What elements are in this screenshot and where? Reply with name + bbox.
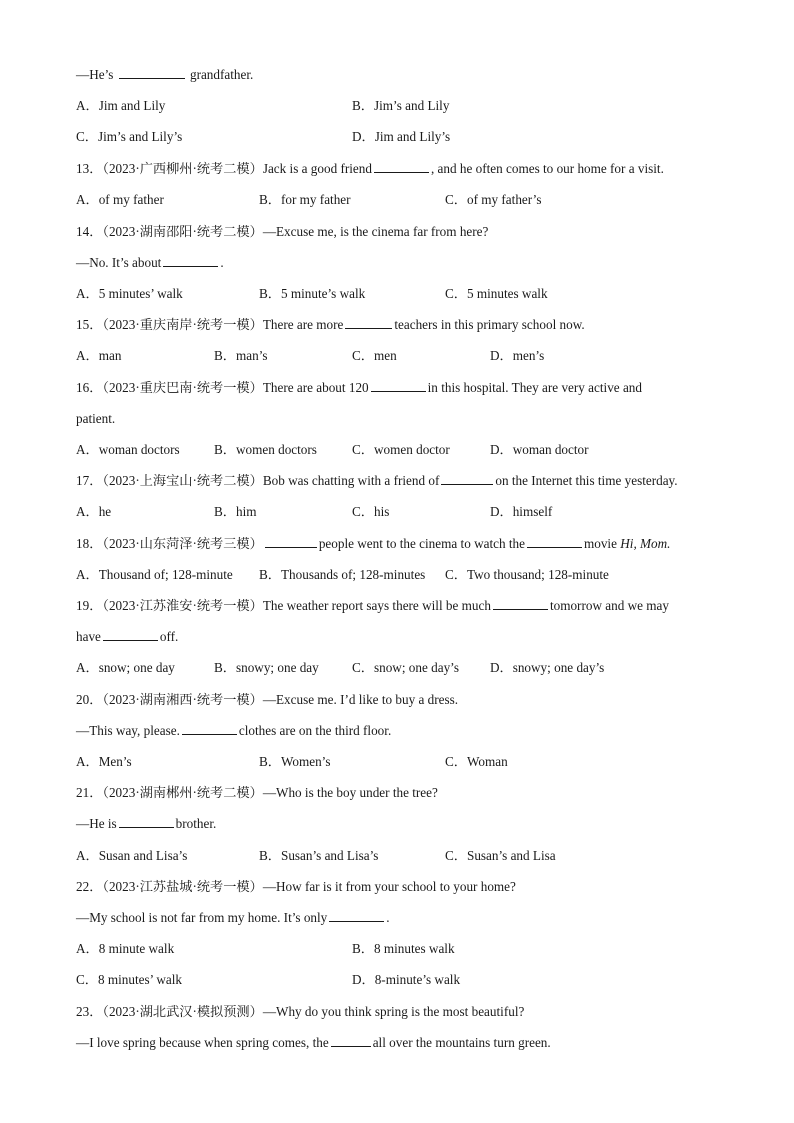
option-a[interactable]: A．woman doctors xyxy=(76,442,180,457)
option-a[interactable]: A．8 minute walk xyxy=(76,941,175,956)
q23-reply xyxy=(76,1033,551,1053)
question-text: —He is xyxy=(76,816,117,831)
q18-stem xyxy=(76,534,670,554)
q17-stem xyxy=(76,471,678,491)
question-number: 20． xyxy=(76,692,103,707)
question-text: . xyxy=(386,910,390,925)
question-text: Bob was chatting with a friend of xyxy=(262,473,440,488)
question-number: 19． xyxy=(76,598,103,613)
option-c[interactable]: C．men xyxy=(352,348,397,363)
option-c[interactable]: C．his xyxy=(352,504,390,519)
option-d[interactable]: D．snowy; one day’s xyxy=(490,660,605,675)
answer-blank[interactable] xyxy=(182,721,237,735)
question-source: （2023·湖南邵阳·统考二模） xyxy=(102,224,263,239)
q23-stem xyxy=(76,1002,524,1022)
q20-reply xyxy=(76,721,391,741)
question-number: 15． xyxy=(76,317,103,332)
option-a[interactable]: A．Men’s xyxy=(76,754,132,769)
option-c[interactable]: C．of my father’s xyxy=(445,192,542,207)
question-text: people went to the cinema to watch the xyxy=(318,536,525,551)
question-text: patient. xyxy=(76,411,116,426)
option-a[interactable]: A．5 minutes’ walk xyxy=(76,286,183,301)
option-a[interactable]: A．he xyxy=(76,504,112,519)
q15-stem xyxy=(76,315,585,335)
option-c[interactable]: C．5 minutes walk xyxy=(445,286,548,301)
q12-stem-text: —He’s xyxy=(76,67,114,82)
answer-blank[interactable] xyxy=(374,159,429,173)
question-text: The weather report says there will be much xyxy=(262,598,491,613)
question-number: 22． xyxy=(76,879,103,894)
question-text: . xyxy=(220,255,224,270)
option-d[interactable]: D．8-minute’s walk xyxy=(352,972,461,987)
q13-stem xyxy=(76,159,664,179)
option-c[interactable]: C．Susan’s and Lisa xyxy=(445,848,556,863)
question-source: （2023·湖南郴州·统考二模） xyxy=(102,785,263,800)
movie-title: Hi, Mom. xyxy=(620,536,671,551)
option-b[interactable]: B．8 minutes walk xyxy=(352,941,455,956)
option-b[interactable]: B．for my father xyxy=(259,192,351,207)
option-b[interactable]: B．5 minute’s walk xyxy=(259,286,366,301)
option-a[interactable]: A．snow; one day xyxy=(76,660,175,675)
question-text: all over the mountains turn green. xyxy=(372,1035,551,1050)
question-number: 23． xyxy=(76,1004,103,1019)
question-text: There are more xyxy=(262,317,344,332)
option-c[interactable]: C．snow; one day’s xyxy=(352,660,459,675)
option-c[interactable]: C．women doctor xyxy=(352,442,450,457)
question-text: movie xyxy=(583,536,617,551)
option-b[interactable]: B．Thousands of; 128-minutes xyxy=(259,567,426,582)
option-c[interactable]: C．Woman xyxy=(445,754,508,769)
q20-stem xyxy=(76,690,458,710)
question-text: teachers in this primary school now. xyxy=(394,317,585,332)
answer-blank[interactable] xyxy=(331,1033,371,1047)
question-text: off. xyxy=(159,629,179,644)
option-b[interactable]: B．women doctors xyxy=(214,442,317,457)
q22-stem xyxy=(76,877,516,897)
option-c[interactable]: C．8 minutes’ walk xyxy=(76,972,182,987)
q14-reply xyxy=(76,253,224,273)
question-text: —Excuse me. I’d like to buy a dress. xyxy=(262,692,459,707)
question-text: There are about 120 xyxy=(262,380,369,395)
answer-blank[interactable] xyxy=(163,253,218,267)
answer-blank[interactable] xyxy=(103,627,158,641)
question-text: —Excuse me, is the cinema far from here? xyxy=(262,224,489,239)
question-text: —My school is not far from my home. It’s only xyxy=(76,910,328,925)
question-number: 18． xyxy=(76,536,103,551)
question-text: —Why do you think spring is the most beautiful? xyxy=(262,1004,525,1019)
answer-blank[interactable] xyxy=(119,65,185,79)
option-b[interactable]: B．Women’s xyxy=(259,754,331,769)
option-a[interactable]: A．Jim and Lily xyxy=(76,98,166,113)
q16-stem-cont xyxy=(76,409,115,429)
question-source: （2023·山东菏泽·统考三模） xyxy=(102,536,263,551)
question-source: （2023·江苏盐城·统考一模） xyxy=(102,879,263,894)
question-number: 21． xyxy=(76,785,103,800)
option-d[interactable]: D．woman doctor xyxy=(490,442,589,457)
question-text: on the Internet this time yesterday. xyxy=(495,473,678,488)
question-text: , and he often comes to our home for a visit. xyxy=(430,161,664,176)
question-source: （2023·湖北武汉·模拟预测） xyxy=(102,1004,263,1019)
question-source: （2023·上海宝山·统考二模） xyxy=(102,473,263,488)
question-text: —This way, please. xyxy=(76,723,180,738)
answer-blank[interactable] xyxy=(119,814,174,828)
question-text: clothes are on the third floor. xyxy=(238,723,392,738)
question-source: （2023·重庆巴南·统考一模） xyxy=(102,380,263,395)
question-source: （2023·广西柳州·统考二模） xyxy=(102,161,263,176)
q19-stem-cont xyxy=(76,627,178,647)
question-number: 16． xyxy=(76,380,103,395)
question-text: in this hospital. They are very active and xyxy=(427,380,642,395)
answer-blank[interactable] xyxy=(493,596,548,610)
option-b[interactable]: B．Jim’s and Lily xyxy=(352,98,450,113)
q21-reply xyxy=(76,814,216,834)
option-a[interactable]: A．Susan and Lisa’s xyxy=(76,848,188,863)
answer-blank[interactable] xyxy=(527,534,582,548)
option-a[interactable]: A．Thousand of; 128-minute xyxy=(76,567,233,582)
question-text: —I love spring because when spring comes, the xyxy=(76,1035,329,1050)
question-text: —No. It’s about xyxy=(76,255,162,270)
question-source: （2023·重庆南岸·统考一模） xyxy=(102,317,263,332)
question-source: （2023·江苏淮安·统考一模） xyxy=(102,598,263,613)
question-text: have xyxy=(76,629,101,644)
answer-blank[interactable] xyxy=(345,315,392,329)
question-text: —Who is the boy under the tree? xyxy=(262,785,438,800)
question-number: 14． xyxy=(76,224,103,239)
option-c[interactable]: C．Jim’s and Lily’s xyxy=(76,129,183,144)
question-text: —How far is it from your school to your home? xyxy=(262,879,516,894)
answer-blank[interactable] xyxy=(329,908,384,922)
option-d[interactable]: D．Jim and Lily’s xyxy=(352,129,451,144)
question-number: 17． xyxy=(76,473,103,488)
option-d[interactable]: D．himself xyxy=(490,504,553,519)
q19-stem xyxy=(76,596,669,616)
answer-blank[interactable] xyxy=(265,534,317,548)
question-text: brother. xyxy=(175,816,217,831)
question-text: tomorrow and we may xyxy=(549,598,669,613)
option-b[interactable]: B．Susan’s and Lisa’s xyxy=(259,848,379,863)
option-b[interactable]: B．him xyxy=(214,504,257,519)
q22-reply xyxy=(76,908,390,928)
option-b[interactable]: B．snowy; one day xyxy=(214,660,319,675)
option-c[interactable]: C．Two thousand; 128-minute xyxy=(445,567,609,582)
option-b[interactable]: B．man’s xyxy=(214,348,268,363)
q16-stem xyxy=(76,378,642,398)
answer-blank[interactable] xyxy=(441,471,493,485)
question-source: （2023·湖南湘西·统考一模） xyxy=(102,692,263,707)
q12-stem xyxy=(76,65,253,85)
q14-stem xyxy=(76,222,488,242)
option-d[interactable]: D．men’s xyxy=(490,348,545,363)
option-a[interactable]: A．of my father xyxy=(76,192,164,207)
q21-stem xyxy=(76,783,438,803)
answer-blank[interactable] xyxy=(371,378,426,392)
question-number: 13． xyxy=(76,161,103,176)
option-a[interactable]: A．man xyxy=(76,348,122,363)
q12-stem-text: grandfather. xyxy=(189,67,254,82)
question-text: Jack is a good friend xyxy=(262,161,372,176)
